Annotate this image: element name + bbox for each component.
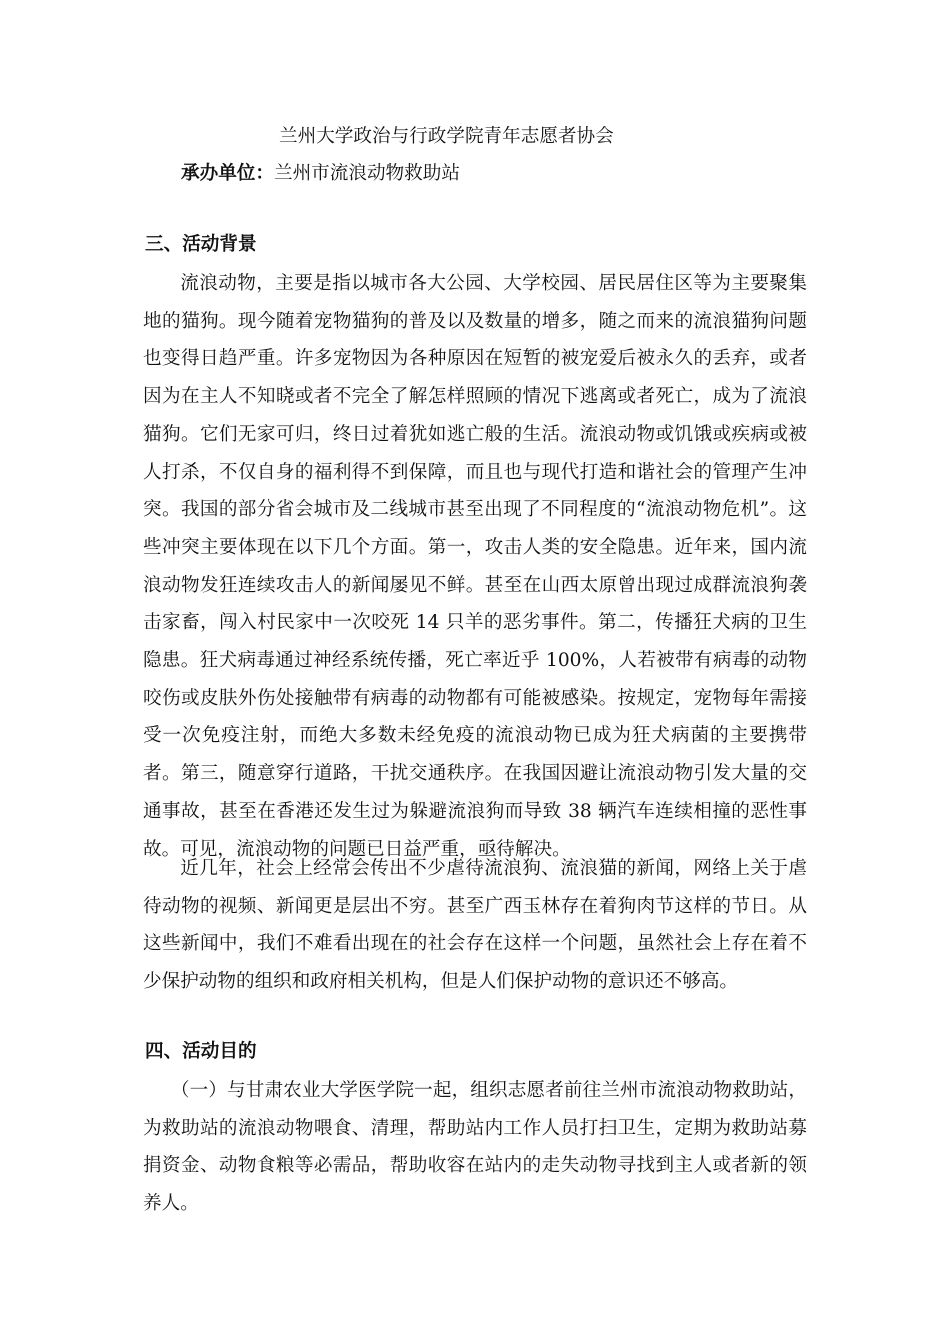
section-heading-purpose: 四、活动目的: [145, 1041, 257, 1062]
host-line: [181, 155, 460, 193]
host-label: 承办单位：: [181, 163, 274, 184]
section-heading-background: 三、活动背景: [145, 234, 257, 255]
paragraph-background-2: 近几年，社会上经常会传出不少虐待流浪狗、流浪猫的新闻，网络上关于虐待动物的视频、新闻更是层出不穷。甚至广西玉林存在着狗肉节这样的节日。从这些新闻中，我们不难看出现在的社会存在这样一个问题，虽然社会上存在着不少保护动物的组织和政府相关机构，但是人们保护动物的意识还不够高。: [143, 858, 807, 993]
paragraph-background-1: 流浪动物，主要是指以城市各大公园、大学校园、居民居住区等为主要聚集地的猫狗。现今随着宠物猫狗的普及以及数量的增多，随之而来的流浪猫狗问题也变得日趋严重。许多宠物因为各种原因在短暂的被宠爱后被永久的丢弃，或者因为在主人不知晓或者不完全了解怎样照顾的情况下逃离或者死亡，成为了流浪猫狗。它们无家可归，终日过着犹如逃亡般的生活。流浪动物或饥饿或疾病或被人打杀，不仅自身的福利得不到保障，而且也与现代打造和谐社会的管理产生冲突。我国的部分省会城市及二线城市甚至出现了不同程度的“流浪动物危机”。这些冲突主要体现在以下几个方面。第一，攻击人类的安全隐患。近年来，国内流浪动物发狂连续攻击人的新闻屡见不鲜。甚至在山西太原曾出现过成群流浪狗袭击家畜，闯入村民家中一次咬死 14 只羊的恶劣事件。第二，传播狂犬病的卫生隐患。狂犬病毒通过神经系统传播，死亡率近乎 100%，人若被带有病毒的动物咬伤或皮肤外伤处接触带有病毒的动物都有可能被感染。按规定，宠物每年需接受一次免疫注射，而绝大多数未经免疫的流浪动物已成为狂犬病菌的主要携带者。第三，随意穿行道路，干扰交通秩序。在我国因避让流浪动物引发大量的交通事故，甚至在香港还发生过为躲避流浪狗而导致 38 辆汽车连续相撞的恶性事故。可见，流浪动物的问题已日益严重，亟待解决。: [143, 273, 807, 860]
host-value: 兰州市流浪动物救助站: [273, 163, 460, 184]
organizer-line: 兰州大学政治与行政学院青年志愿者协会: [279, 126, 614, 147]
paragraph-purpose-1: （一）与甘肃农业大学医学院一起，组织志愿者前往兰州市流浪动物救助站，为救助站的流浪动物喂食、清理，帮助站内工作人员打扫卫生，定期为救助站募捐资金、动物食粮等必需品，帮助收容在站内的走失动物寻找到主人或者新的领养人。: [143, 1080, 807, 1215]
